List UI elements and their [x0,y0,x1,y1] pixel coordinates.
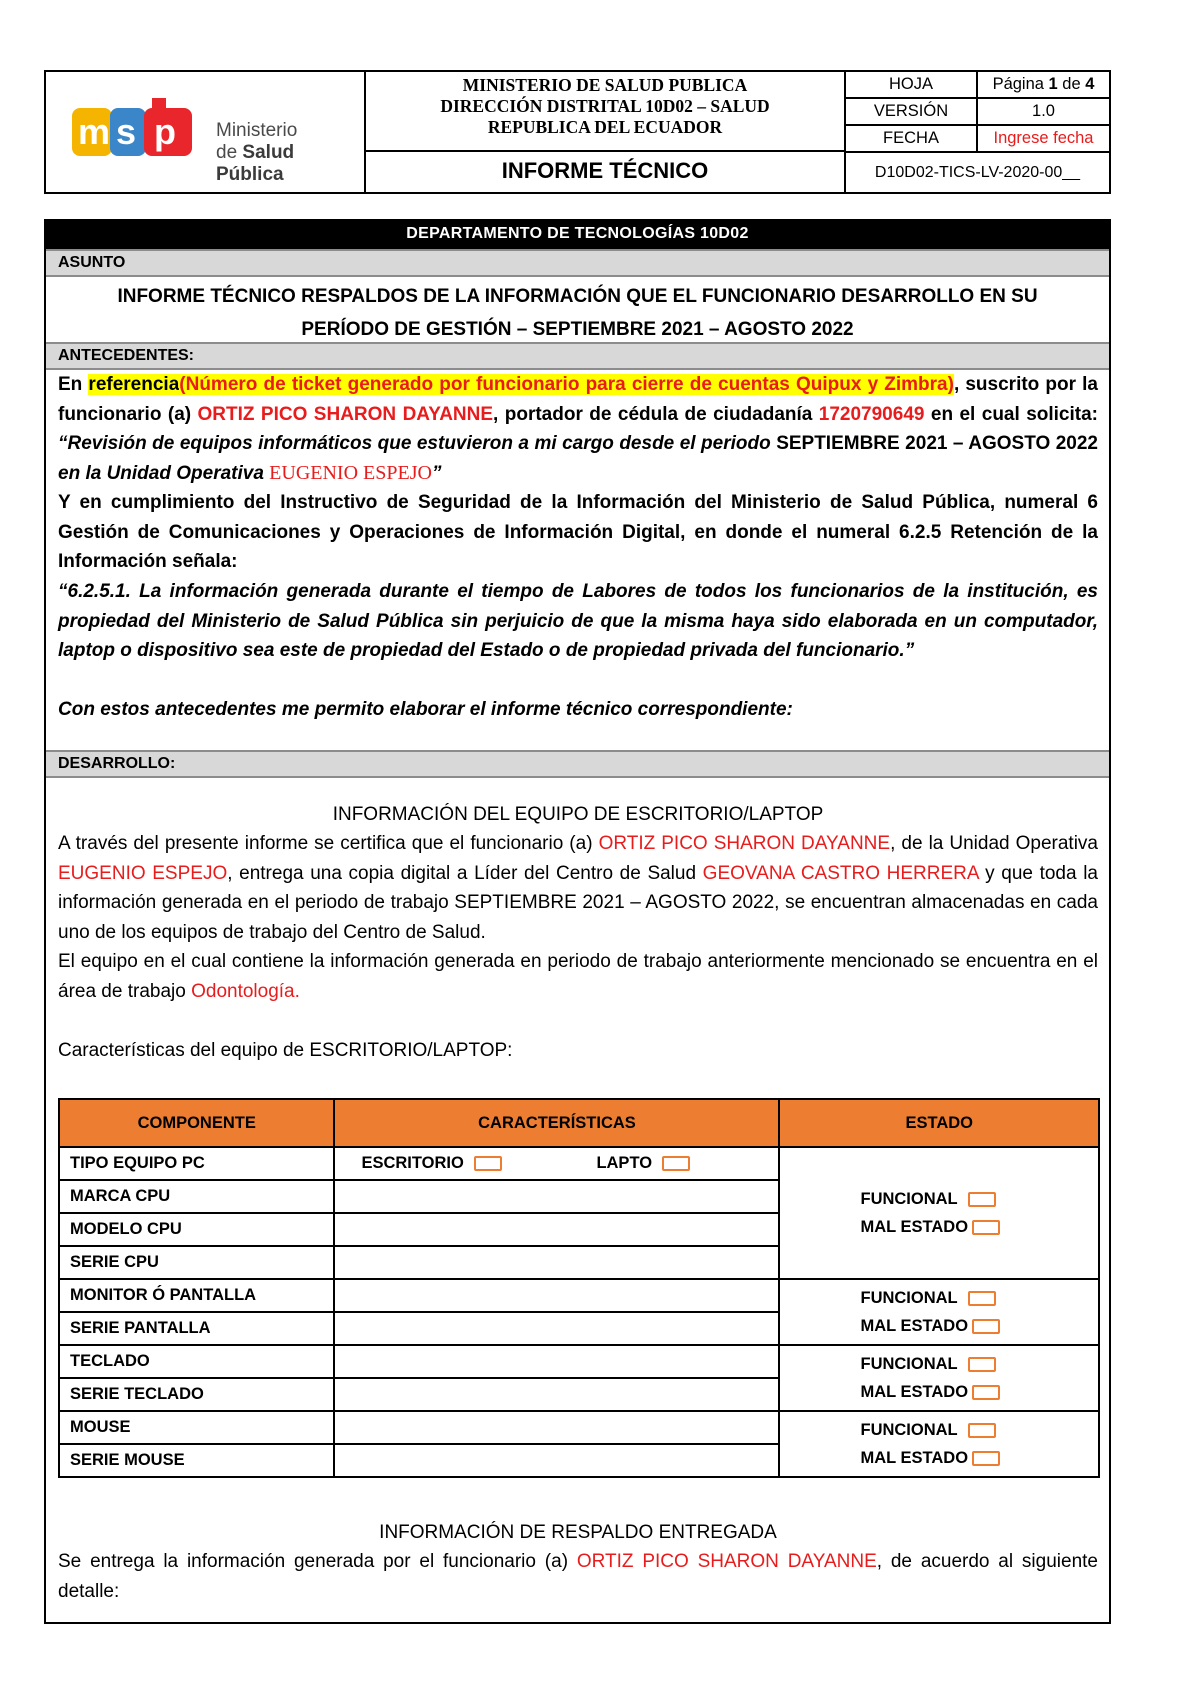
desarrollo-label: DESARROLLO: [46,750,1109,778]
asunto-text: INFORME TÉCNICO RESPALDOS DE LA INFORMACIÓN QUE EL FUNCIONARIO DESARROLLO EN SU PERÍODO DE GESTIÓN – SEPTIEMBRE 2021 – AGOSTO 2022 [117,286,1038,340]
col-componente: COMPONENTE [59,1099,334,1147]
serie-teclado-field[interactable] [334,1378,779,1411]
header-center [366,72,846,192]
teclado-field[interactable] [334,1345,779,1378]
monitor-mal-estado-checkbox[interactable] [972,1319,1000,1334]
serie-mouse-field[interactable] [334,1444,779,1477]
logo-line2: de Salud Pública [216,142,295,185]
table-row: TECLADO FUNCIONAL MAL ESTADO [59,1345,1099,1378]
fecha-row: FECHA Ingrese fecha [846,126,1109,153]
svg-text:p: p [154,111,176,152]
table-header-row [59,1099,1099,1147]
svg-text:m: m [78,111,111,152]
document-header [44,70,1111,194]
monitor-funcional-checkbox[interactable] [968,1291,996,1306]
cpu-funcional-checkbox[interactable] [968,1192,996,1207]
serie-cpu-field[interactable] [334,1246,779,1279]
components-table [58,1098,1100,1478]
logo-cell [46,72,366,192]
table-row: MONITOR Ó PANTALLA FUNCIONAL MAL ESTADO [59,1279,1099,1312]
equipment-section-title: INFORMACIÓN DEL EQUIPO DE ESCRITORIO/LAPTOP [332,804,824,825]
tipo-equipo-options: ESCRITORIO LAPTO [334,1147,779,1180]
antecedentes-quote: “6.2.5.1. La información generada durante el tiempo de Labores de todos los funcionarios de la institución, es propiedad del Ministerio de Salud Pública sin perjuicio de que la misma haya sido elaborada en un computador, laptop o dispositivo sea este de propiedad del Estado o de propiedad privada del funcionario.” [58,581,1098,661]
table-row: SERIE MOUSE [59,1444,1099,1477]
logo-text [216,120,364,186]
document-title: INFORME TÉCNICO [501,158,709,183]
table-row: TIPO EQUIPO PC ESCRITORIO LAPTO FUNCIONAL MAL ESTADO [59,1147,1099,1180]
header-meta [846,72,1109,192]
svg-text:s: s [116,111,137,152]
respaldo-section-title: INFORMACIÓN DE RESPALDO ENTREGADA [379,1522,777,1543]
antecedentes-paragraph-2: Y en cumplimiento del Instructivo de Seguridad de la Información del Ministerio de Salud Pública, numeral 6 Gestión de Comunicaciones y Operaciones de Información Digital, en donde el numeral 6.2.5 Retención de la Información señala: [58,492,1098,572]
escritorio-checkbox[interactable] [474,1156,502,1171]
laptop-checkbox[interactable] [662,1156,690,1171]
antecedentes-closing: Con estos antecedentes me permito elaborar el informe técnico correspondiente: [58,699,793,720]
antecedentes-paragraph-1: En referencia(Número de ticket generado por funcionario para cierre de cuentas Quipux y Zimbra), suscrito por la funcionario (a) ORTIZ PICO SHARON DAYANNE, portador de cédula de ciudadanía 1720790649 en el cual solicita: “Revisión de equipos informáticos que estuvieron a mi cargo desde el periodo SEPTIEMBRE 2021 – AGOSTO 2022 en la Unidad Operativa EUGENIO ESPEJO” [58,374,1099,484]
table-row: SERIE PANTALLA [59,1312,1099,1345]
desarrollo-paragraph-2: El equipo en el cual contiene la información generada en periodo de trabajo anteriormente mencionado se encuentra en el área de trabajo Odontología. [58,951,1098,1002]
features-label: Características del equipo de ESCRITORIO/LAPTOP: [58,1040,513,1061]
mouse-estado: FUNCIONAL MAL ESTADO [779,1411,1099,1477]
page-number: Página 1 de 4 [992,75,1095,93]
mouse-funcional-checkbox[interactable] [968,1423,996,1438]
asunto-label: ASUNTO [46,249,1109,277]
desarrollo-paragraph-1: A través del presente informe se certifica que el funcionario (a) ORTIZ PICO SHARON DAYANNE, de la Unidad Operativa EUGENIO ESPEJO, entrega una copia digital a Líder del Centro de Salud GEOVANA CASTRO HERRERA y que toda la información generada en el periodo de trabajo SEPTIEMBRE 2021 – AGOSTO 2022, se encuentran almacenadas en cada uno de los equipos de trabajo del Centro de Salud. [58,833,1099,943]
serie-pantalla-field[interactable] [334,1312,779,1345]
teclado-mal-estado-checkbox[interactable] [972,1385,1000,1400]
antecedentes-label: ANTECEDENTES: [46,342,1109,370]
msp-logo [72,98,198,164]
mouse-field[interactable] [334,1411,779,1444]
col-caracteristicas: CARACTERÍSTICAS [334,1099,779,1147]
mouse-mal-estado-checkbox[interactable] [972,1451,1000,1466]
hoja-row: HOJA Página 1 de 4 [846,72,1109,99]
document-code: D10D02-TICS-LV-2020-00__ [874,164,1081,181]
fecha-input[interactable]: Ingrese fecha [993,129,1094,147]
teclado-estado: FUNCIONAL MAL ESTADO [779,1345,1099,1411]
monitor-field[interactable] [334,1279,779,1312]
monitor-estado: FUNCIONAL MAL ESTADO [779,1279,1099,1345]
cpu-estado: FUNCIONAL MAL ESTADO [779,1147,1099,1279]
ministry-heading: MINISTERIO DE SALUD PUBLICA DIRECCIÓN DISTRITAL 10D02 – SALUD REPUBLICA DEL ECUADOR [366,72,844,152]
col-estado: ESTADO [779,1099,1099,1147]
table-row: MOUSE FUNCIONAL MAL ESTADO [59,1411,1099,1444]
table-row: MODELO CPU [59,1213,1099,1246]
table-row: MARCA CPU [59,1180,1099,1213]
logo-line1: Ministerio [216,120,298,141]
modelo-cpu-field[interactable] [334,1213,779,1246]
version-row: VERSIÓN 1.0 [846,99,1109,126]
respaldo-paragraph: Se entrega la información generada por el funcionario (a) ORTIZ PICO SHARON DAYANNE, de acuerdo al siguiente detalle: [58,1551,1098,1602]
cpu-mal-estado-checkbox[interactable] [972,1220,1000,1235]
table-row: SERIE TECLADO [59,1378,1099,1411]
marca-cpu-field[interactable] [334,1180,779,1213]
department-bar: DEPARTAMENTO DE TECNOLOGÍAS 10D02 [44,219,1111,249]
table-row: SERIE CPU [59,1246,1099,1279]
teclado-funcional-checkbox[interactable] [968,1357,996,1372]
